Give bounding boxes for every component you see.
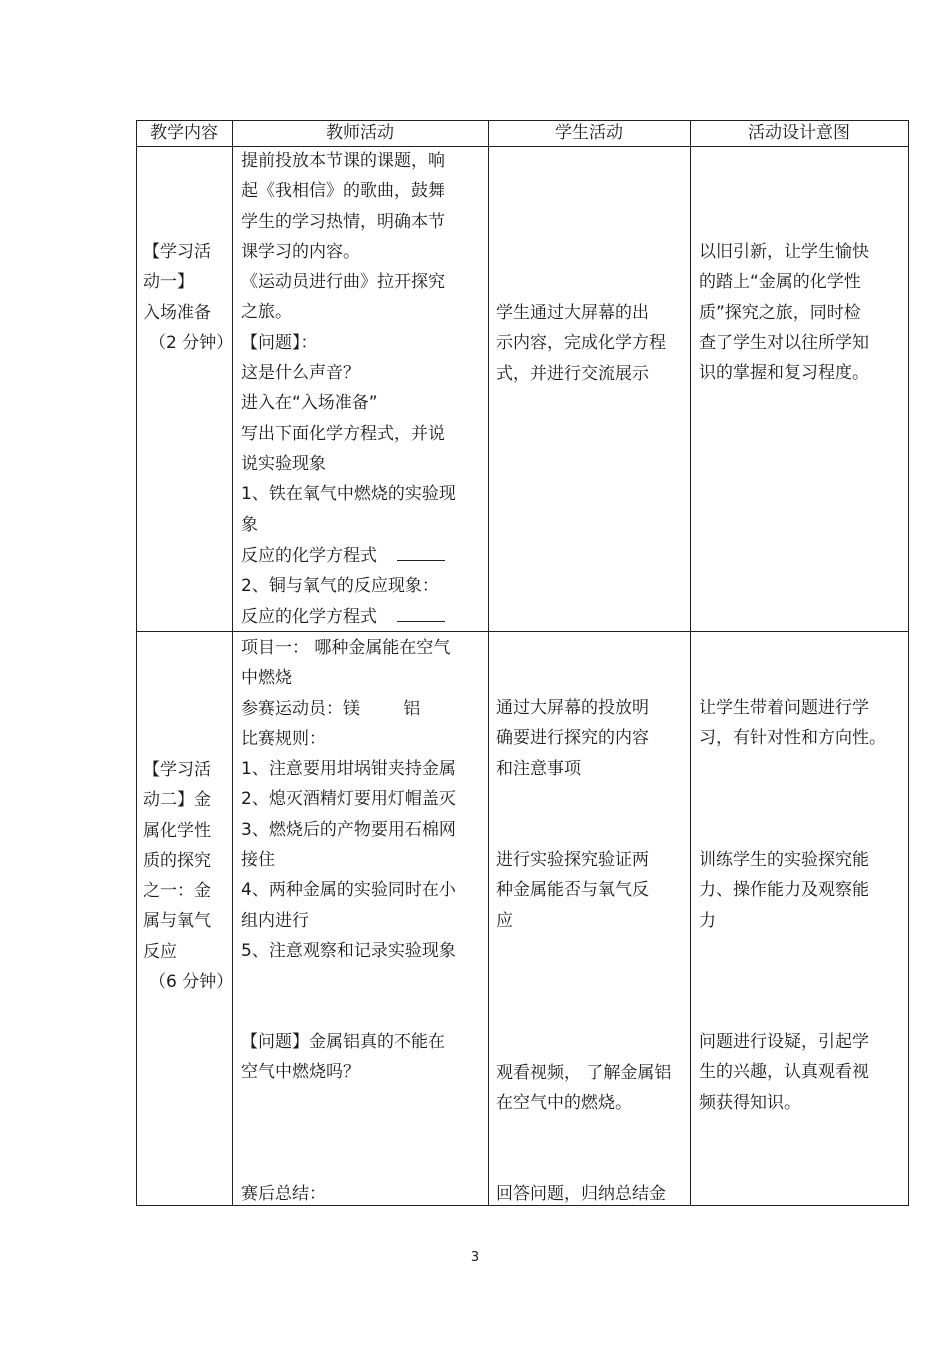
cell-line: 频获得知识。 bbox=[699, 1092, 801, 1113]
row1-content-cell bbox=[143, 237, 233, 358]
cell-line: 学生的学习热情，明确本节 bbox=[241, 211, 445, 232]
cell-line: 2、铜与氧气的反应现象： bbox=[241, 576, 439, 597]
row2-intent-cell-c bbox=[699, 1027, 869, 1118]
cell-line: 2、熄灭酒精灯要用灯帽盖灭 bbox=[241, 789, 456, 810]
cell-line: 属化学性 bbox=[143, 820, 211, 841]
cell-line: 空气中燃烧吗？ bbox=[241, 1062, 360, 1083]
cell-line: 课学习的内容。 bbox=[241, 241, 360, 262]
row1-intent-cell bbox=[699, 237, 869, 388]
row2-teacher-cell-question bbox=[241, 1027, 445, 1088]
row2-teacher-cell-rules bbox=[241, 633, 456, 966]
cell-line: 这是什么声音？ bbox=[241, 363, 360, 384]
equation-line bbox=[241, 540, 456, 571]
cell-line: 《运动员进行曲》拉开探究 bbox=[241, 272, 445, 293]
cell-line: 提前投放本节课的课题，响 bbox=[241, 151, 445, 171]
cell-line: 应 bbox=[496, 910, 513, 931]
cell-line: 组内进行 bbox=[241, 910, 309, 931]
cell-line: 问题进行设疑，引起学 bbox=[699, 1032, 869, 1052]
equation-label: 反应的化学方程式 bbox=[241, 545, 377, 566]
cell-line: 说实验现象 bbox=[241, 453, 326, 474]
cell-line: 象 bbox=[241, 514, 258, 535]
cell-line: （6 分钟） bbox=[149, 972, 234, 993]
row2-content-cell bbox=[143, 755, 233, 997]
cell-line: 3、燃烧后的产物要用石棉网 bbox=[241, 819, 456, 840]
equation-label: 反应的化学方程式 bbox=[241, 607, 377, 628]
cell-line: 和注意事项 bbox=[496, 758, 581, 779]
header-intent: 活动设计意图 bbox=[748, 123, 850, 143]
cell-line: 中燃烧 bbox=[241, 668, 292, 689]
cell-line: 在空气中的燃烧。 bbox=[496, 1093, 632, 1114]
cell-line: 【学习活 bbox=[143, 242, 211, 262]
cell-line: 观看视频， 了解金属铝 bbox=[496, 1063, 672, 1083]
row2-teacher-cell-summary bbox=[241, 1179, 326, 1209]
cell-line: 动一】 bbox=[143, 272, 194, 293]
cell-line: 5、注意观察和记录实验现象 bbox=[241, 940, 456, 961]
cell-line: 回答问题，归纳总结金 bbox=[496, 1184, 666, 1204]
cell-line: 进行实验探究验证两 bbox=[496, 850, 649, 870]
header-content: 教学内容 bbox=[150, 123, 218, 143]
cell-line: 示内容，完成化学方程 bbox=[496, 333, 666, 354]
cell-line: 式，并进行交流展示 bbox=[496, 363, 649, 384]
cell-line: 种金属能否与氧气反 bbox=[496, 880, 649, 901]
cell-line: 进入在“入场准备” bbox=[241, 393, 378, 414]
column-divider bbox=[488, 120, 489, 1206]
cell-line: 确要进行探究的内容 bbox=[496, 728, 649, 749]
cell-line: 项目一： 哪种金属能在空气 bbox=[241, 638, 451, 658]
cell-line: 通过大屏幕的投放明 bbox=[496, 698, 649, 718]
cell-line: 比赛规则： bbox=[241, 728, 326, 749]
cell-line: 动二】金 bbox=[143, 790, 211, 811]
cell-line: 反应 bbox=[143, 941, 177, 962]
row2-intent-cell-b bbox=[699, 845, 869, 936]
equation-line bbox=[241, 601, 456, 632]
cell-line: 的踏上“金属的化学性 bbox=[699, 272, 861, 293]
cell-line: 识的掌握和复习程度。 bbox=[699, 363, 869, 384]
cell-line: 以旧引新，让学生愉快 bbox=[699, 242, 869, 262]
column-divider bbox=[690, 120, 691, 1206]
cell-line: 4、两种金属的实验同时在小 bbox=[241, 880, 456, 901]
cell-line: 力、操作能力及观察能 bbox=[699, 880, 869, 901]
cell-line: 习，有针对性和方向性。 bbox=[699, 728, 886, 749]
cell-line: 质”探究之旅，同时检 bbox=[699, 302, 861, 323]
row2-student-cell-c bbox=[496, 1058, 671, 1119]
cell-line: 之旅。 bbox=[241, 302, 292, 323]
cell-line: 查了学生对以往所学知 bbox=[699, 332, 869, 353]
cell-line: 学生通过大屏幕的出 bbox=[496, 303, 649, 323]
cell-line: （2 分钟） bbox=[149, 332, 234, 353]
header-teacher: 教师活动 bbox=[326, 123, 394, 143]
cell-line: 【问题】金属铝真的不能在 bbox=[241, 1032, 445, 1052]
cell-line: 参赛运动员：镁 铝 bbox=[241, 698, 421, 719]
cell-line: 起《我相信》的歌曲，鼓舞 bbox=[241, 181, 445, 202]
cell-line: 让学生带着问题进行学 bbox=[699, 698, 869, 718]
row2-intent-cell-a bbox=[699, 693, 886, 754]
cell-line: 之一：金 bbox=[143, 881, 211, 902]
cell-line: 训练学生的实验探究能 bbox=[699, 850, 869, 870]
cell-line: 质的探究 bbox=[143, 850, 211, 871]
cell-line: 赛后总结： bbox=[241, 1184, 326, 1204]
cell-line: 写出下面化学方程式，并说 bbox=[241, 423, 445, 444]
cell-line: 1、铁在氧气中燃烧的实验现 bbox=[241, 484, 456, 505]
cell-line: 接住 bbox=[241, 850, 275, 871]
row1-student-cell bbox=[496, 298, 666, 389]
row2-student-cell-b bbox=[496, 845, 649, 936]
cell-line: 力 bbox=[699, 910, 716, 931]
fill-in-blank bbox=[397, 540, 445, 561]
cell-line: 【学习活 bbox=[143, 760, 211, 780]
cell-line: 入场准备 bbox=[143, 302, 211, 323]
cell-line: 1、注意要用坩埚钳夹持金属 bbox=[241, 759, 456, 780]
table-border-right bbox=[908, 120, 909, 1206]
row2-student-cell-a bbox=[496, 693, 649, 784]
page-number: 3 bbox=[470, 1250, 480, 1265]
row1-teacher-cell bbox=[241, 146, 456, 633]
fill-in-blank bbox=[397, 601, 445, 622]
table-border-left bbox=[136, 120, 137, 1206]
cell-line: 【问题】： bbox=[241, 332, 318, 353]
header-student: 学生活动 bbox=[555, 123, 623, 143]
row2-student-cell-d bbox=[496, 1179, 666, 1209]
cell-line: 生的兴趣，认真观看视 bbox=[699, 1062, 869, 1083]
cell-line: 属与氧气 bbox=[143, 911, 211, 932]
